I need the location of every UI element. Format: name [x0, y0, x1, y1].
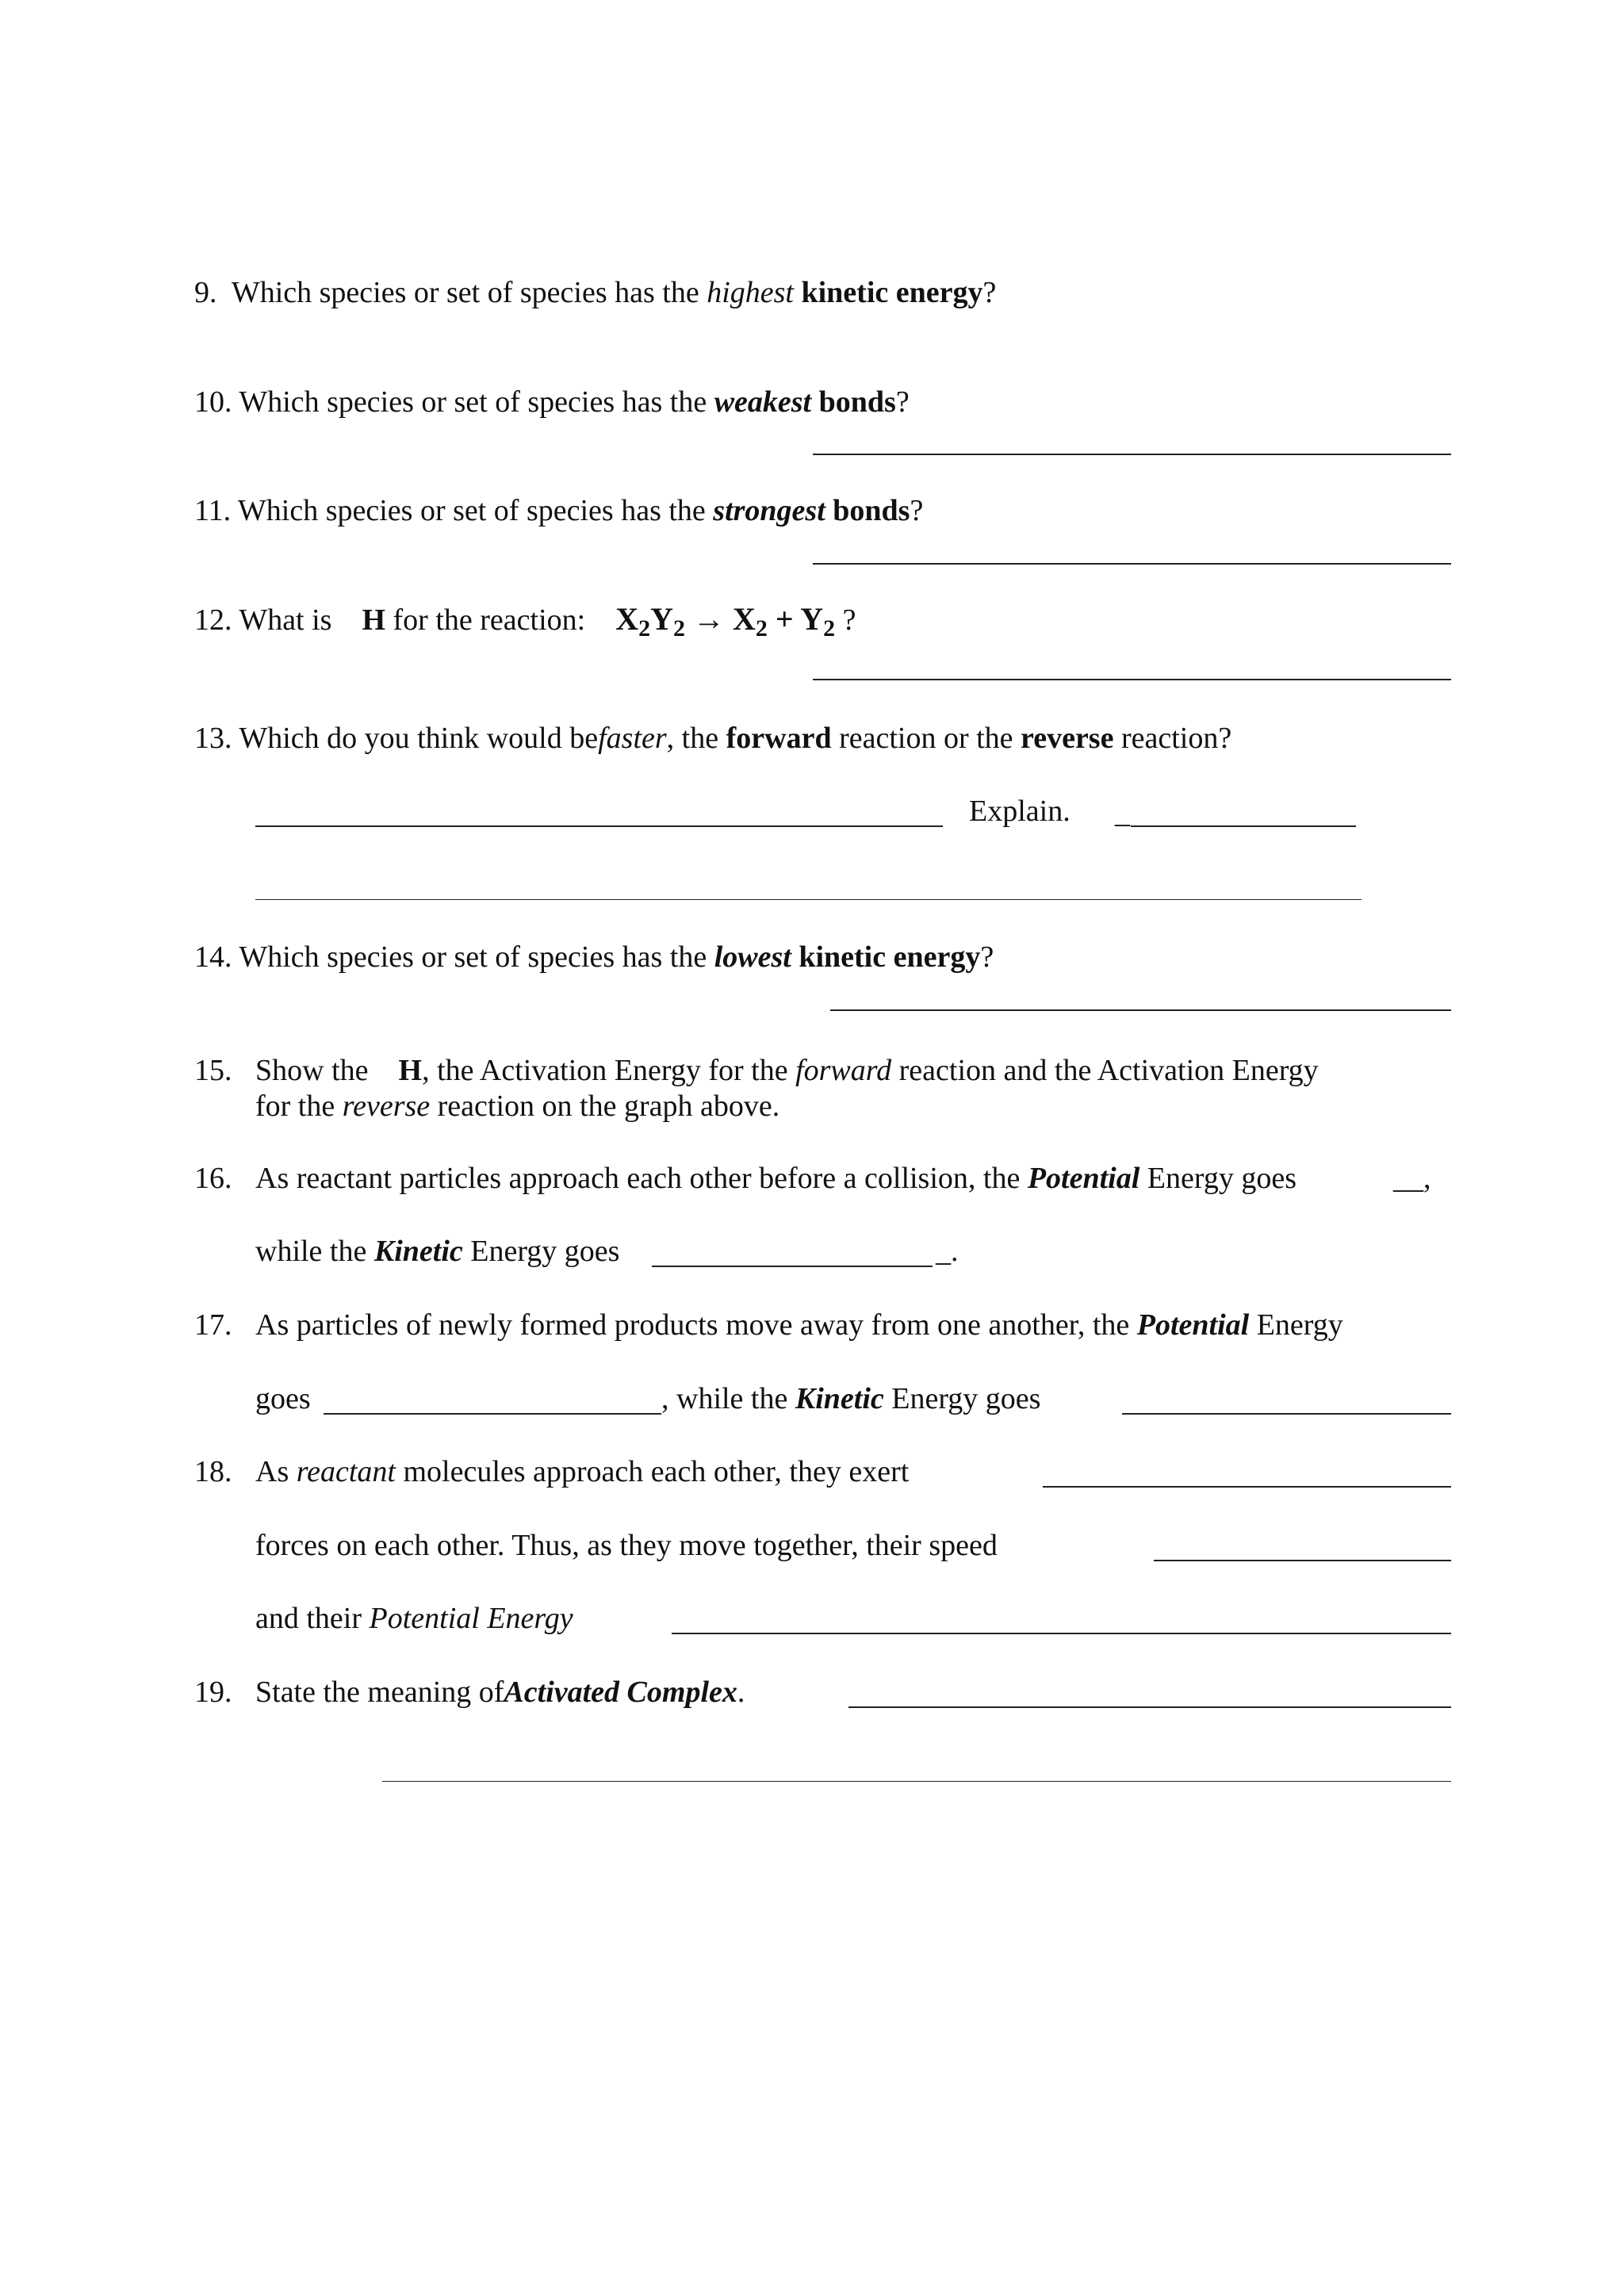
- q15-reverse: reverse: [342, 1090, 431, 1123]
- q18-text-2: molecules approach each other, they exert: [403, 1455, 910, 1488]
- q10-end: ?: [895, 385, 910, 419]
- q9-emphasis: highest: [707, 276, 794, 309]
- q15-forward: forward: [795, 1054, 892, 1087]
- q12-text: What is: [239, 603, 332, 637]
- q12-number: 12.: [194, 603, 232, 637]
- q19-end: .: [737, 1676, 745, 1709]
- q12-end: ?: [842, 603, 856, 637]
- reaction-arrow-icon: →: [692, 601, 725, 637]
- question-16-number: 16.: [194, 1162, 232, 1195]
- q13-emphasis: faster: [598, 722, 667, 755]
- q17-answer-line-1[interactable]: [324, 1413, 661, 1415]
- q16-kinetic: Kinetic: [373, 1235, 463, 1268]
- q16-text-2: Energy goes: [1147, 1162, 1297, 1195]
- question-18-number: 18.: [194, 1455, 232, 1488]
- question-17: [255, 1307, 1343, 1343]
- q19-answer-line-1[interactable]: [848, 1706, 1451, 1708]
- q15-delta-h: H: [398, 1054, 423, 1087]
- q18-answer-line-2[interactable]: [1154, 1560, 1451, 1561]
- q18-text: As: [255, 1455, 289, 1488]
- question-12: [194, 601, 856, 647]
- q10-text: Which species or set of species has the: [239, 385, 707, 419]
- q12-equation: $X_2Y_2 \to X_2 + Y_2$: [615, 601, 836, 641]
- q15-text-3: reaction and the Activation Energy: [898, 1054, 1319, 1087]
- q17-text-2: Energy: [1256, 1308, 1343, 1342]
- q13-text-4: reaction?: [1120, 722, 1232, 755]
- q13-blank-mark: _: [1115, 796, 1130, 829]
- q11-number: 11.: [194, 494, 232, 527]
- q12-text-2: for the reaction:: [393, 603, 586, 637]
- question-13: [194, 720, 1231, 756]
- q17-text-5: Energy goes: [891, 1382, 1041, 1415]
- q11-emphasis: strongest: [713, 494, 825, 527]
- q13-answer-line[interactable]: [255, 825, 943, 827]
- q13-explain-label: Explain.: [969, 795, 1071, 828]
- q13-forward: forward: [726, 722, 832, 755]
- q13-reverse: reverse: [1021, 722, 1114, 755]
- question-15: [255, 1052, 1319, 1089]
- q12-delta-h: H: [362, 603, 386, 637]
- q18-answer-line-1[interactable]: [1043, 1486, 1451, 1488]
- q13-explain-line[interactable]: [1131, 825, 1356, 827]
- q18-text-3: forces on each other. Thus, as they move together, their speed: [255, 1529, 998, 1562]
- q19-term: Activated Complex: [504, 1676, 737, 1709]
- q10-number: 10.: [194, 385, 232, 419]
- q17-kinetic: Kinetic: [795, 1382, 884, 1415]
- q14-answer-line[interactable]: [830, 1009, 1451, 1011]
- q16-blank-1[interactable]: __,: [1393, 1162, 1431, 1195]
- q14-emphasis: lowest: [714, 940, 791, 974]
- question-18-cont: [255, 1600, 573, 1637]
- question-14: [194, 939, 994, 975]
- q13-number: 13.: [194, 722, 232, 755]
- q12-plus: +: [775, 601, 794, 637]
- question-9: [194, 274, 996, 311]
- q12-answer-line[interactable]: [813, 679, 1451, 680]
- q17-goes: goes: [255, 1382, 311, 1415]
- question-19: [255, 1674, 745, 1710]
- question-18: [255, 1453, 909, 1490]
- q17-text-4: , while the: [661, 1382, 788, 1415]
- q15-text-5: reaction on the graph above.: [437, 1090, 780, 1123]
- q13-text-3: reaction or the: [839, 722, 1013, 755]
- q14-number: 14.: [194, 940, 232, 974]
- q11-text: Which species or set of species has the: [237, 494, 706, 527]
- q17-potential: Potential: [1136, 1308, 1250, 1342]
- q9-keyword: kinetic energy: [801, 276, 983, 309]
- q18-text-4: and their: [255, 1602, 362, 1635]
- q10-emphasis: weakest: [714, 385, 812, 419]
- q16-text-3: while the: [255, 1235, 367, 1268]
- q19-answer-line-2[interactable]: [382, 1781, 1451, 1782]
- q18-reactant: reactant: [296, 1455, 396, 1488]
- question-16: [255, 1160, 1297, 1197]
- q17-text: As particles of newly formed products move away from one another, the: [255, 1308, 1130, 1342]
- q15-text: Show the: [255, 1054, 369, 1087]
- question-17-cont: [661, 1381, 1040, 1417]
- q17-answer-line-2[interactable]: [1122, 1413, 1451, 1415]
- q14-end: ?: [980, 940, 994, 974]
- q13-text: Which do you think would be: [239, 722, 599, 755]
- q16-answer-line[interactable]: [652, 1266, 933, 1267]
- q16-potential: Potential: [1027, 1162, 1140, 1195]
- q11-end: ?: [910, 494, 924, 527]
- q15-text-4: for the: [255, 1090, 335, 1123]
- question-10: [194, 384, 910, 420]
- q13-text-2: , the: [666, 722, 719, 755]
- q14-keyword: kinetic energy: [799, 940, 981, 974]
- q16-text-4: Energy goes: [470, 1235, 620, 1268]
- question-15-cont: [255, 1088, 779, 1124]
- q18-answer-line-3[interactable]: [672, 1633, 1451, 1634]
- q9-text: Which species or set of species has the: [231, 276, 699, 309]
- question-11: [194, 492, 923, 529]
- question-15-number: 15.: [194, 1054, 232, 1087]
- question-16-cont: [255, 1233, 619, 1270]
- q14-text: Which species or set of species has the: [239, 940, 707, 974]
- q10-keyword: bonds: [818, 385, 896, 419]
- question-19-number: 19.: [194, 1676, 232, 1709]
- q15-text-2: , the Activation Energy for the: [422, 1054, 788, 1087]
- q18-potential-energy: Potential Energy: [369, 1602, 573, 1635]
- q13-explain-line-2[interactable]: [255, 899, 1362, 900]
- q16-blank-2: _.: [936, 1235, 959, 1268]
- q11-keyword: bonds: [833, 494, 910, 527]
- question-17-number: 17.: [194, 1308, 232, 1342]
- q11-answer-line[interactable]: [813, 563, 1451, 565]
- q19-text: State the meaning of: [255, 1676, 504, 1709]
- q9-number: 9.: [194, 276, 217, 309]
- q9-end: ?: [982, 276, 997, 309]
- q16-text: As reactant particles approach each other before a collision, the: [255, 1162, 1021, 1195]
- q10-answer-line[interactable]: [813, 454, 1451, 455]
